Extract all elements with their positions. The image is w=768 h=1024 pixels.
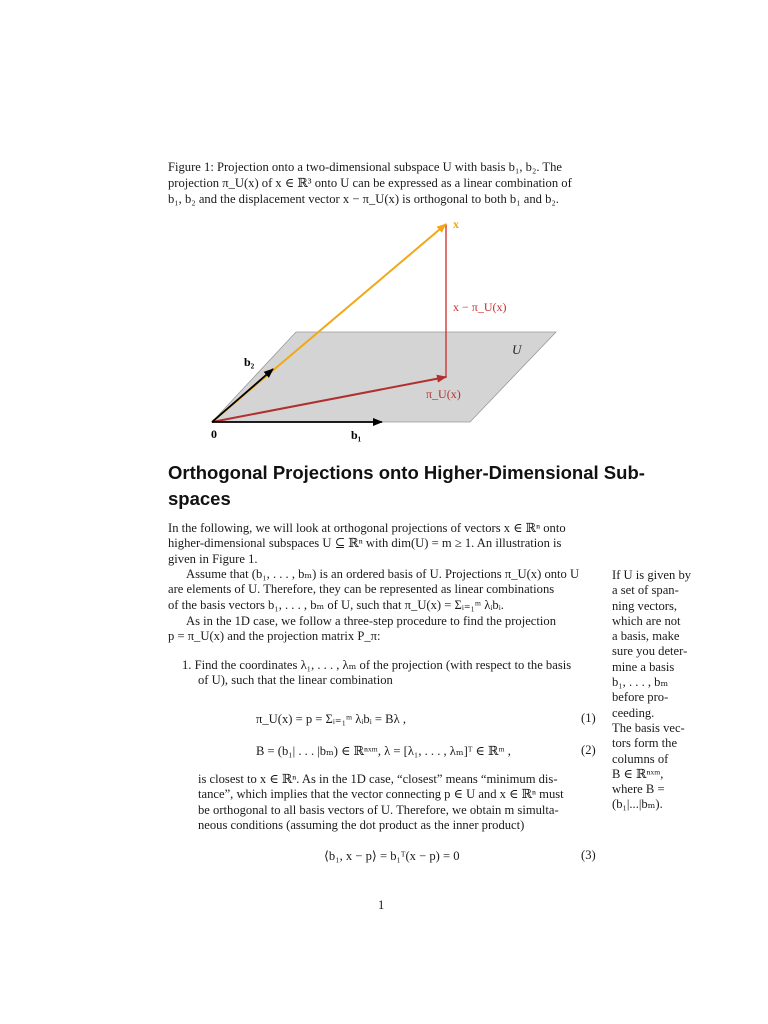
step-one — [182, 658, 602, 689]
margin-line: a set of span- — [612, 583, 679, 598]
section-title-line: spaces — [168, 488, 231, 509]
paragraph-closest — [198, 772, 602, 833]
margin-line: before pro- — [612, 690, 669, 705]
origin-label: 0 — [211, 427, 217, 441]
margin-line: ceeding. — [612, 705, 655, 720]
margin-line: sure you deter- — [612, 644, 688, 659]
text-line: Assume that (b₁, . . . , bₘ) is an ordered basis of U. Projections π_U(x) onto U — [186, 567, 580, 581]
section-title-line: Orthogonal Projections onto Higher-Dimensional Sub- — [168, 462, 645, 483]
text-line: As in the 1D case, we follow a three-step procedure to find the projection — [186, 614, 556, 628]
section-title — [168, 460, 645, 512]
b2-label: b₂ — [244, 355, 255, 369]
text-line: are elements of U. Therefore, they can be represented as linear combinations — [168, 582, 555, 597]
paragraph-intro — [168, 521, 608, 567]
text-line: of the basis vectors b₁, . . . , bₘ of U, such that π_U(x) = Σᵢ₌₁ᵐ λᵢbᵢ. — [168, 597, 504, 612]
margin-note — [612, 568, 696, 813]
margin-line: ning vectors, — [612, 598, 678, 613]
x-label: x — [453, 217, 459, 231]
equation-3: ⟨b₁, x − p⟩ = b₁ᵀ(x − p) = 0 — [324, 849, 460, 863]
equation-number: (2) — [581, 743, 596, 757]
margin-line: b₁, . . . , bₘ — [612, 675, 669, 690]
subspace-label: U — [512, 342, 522, 357]
margin-line: The basis vec- — [612, 720, 685, 735]
text-line: In the following, we will look at orthogonal projections of vectors x ∈ ℝⁿ onto — [168, 521, 566, 535]
equation-number: (1) — [581, 711, 596, 725]
equation-1: π_U(x) = p = Σᵢ₌₁ᵐ λᵢbᵢ = Bλ , — [256, 712, 406, 726]
text-line: neous conditions (assuming the dot product as the inner product) — [198, 817, 525, 832]
text-line: p = π_U(x) and the projection matrix P_π: — [168, 629, 381, 644]
figure-caption — [168, 159, 608, 207]
margin-line: where B = — [612, 782, 665, 797]
projection-figure — [200, 212, 560, 452]
paragraph-procedure — [168, 614, 608, 645]
margin-line: (b₁|...|bₘ). — [612, 797, 663, 812]
paragraph-basis — [168, 567, 608, 613]
displacement-label: x − π_U(x) — [453, 300, 507, 314]
text-line: 1. Find the coordinates λ₁, . . . , λₘ of the projection (with respect to the basis — [182, 658, 572, 672]
text-line: be orthogonal to all basis vectors of U. Therefore, we obtain m simulta- — [198, 802, 559, 817]
margin-line: B ∈ ℝⁿˣᵐ, — [612, 766, 664, 781]
text-line: higher-dimensional subspaces U ⊆ ℝⁿ with dim(U) = m ≥ 1. An illustration is — [168, 536, 562, 551]
caption-line: Figure 1: Projection onto a two-dimensional subspace U with basis b₁, b₂. The — [168, 160, 563, 174]
projection-label: π_U(x) — [426, 387, 461, 401]
b1-label: b₁ — [351, 428, 362, 442]
text-line: tance”, which implies that the vector connecting p ∈ U and x ∈ ℝⁿ must — [198, 787, 564, 802]
margin-line: tors form the — [612, 736, 678, 751]
text-line: of U), such that the linear combination — [198, 673, 393, 688]
margin-line: a basis, make — [612, 629, 680, 644]
text-line: given in Figure 1. — [168, 551, 258, 566]
margin-line: which are not — [612, 613, 681, 628]
text-line: is closest to x ∈ ℝⁿ. As in the 1D case, “closest” means “minimum dis- — [198, 772, 558, 786]
margin-line: mine a basis — [612, 659, 675, 674]
caption-line: projection π_U(x) of x ∈ ℝ³ onto U can be expressed as a linear combination of — [168, 176, 572, 190]
equation-2: B = (b₁| . . . |bₘ) ∈ ℝⁿˣᵐ, λ = [λ₁, . . . , λₘ]ᵀ ∈ ℝᵐ , — [256, 744, 511, 758]
margin-line: columns of — [612, 751, 669, 766]
page-number: 1 — [378, 898, 385, 912]
caption-line: b₁, b₂ and the displacement vector x − π_U(x) is orthogonal to both b₁ and b₂. — [168, 192, 559, 206]
equation-number: (3) — [581, 848, 596, 862]
margin-line: If U is given by — [612, 568, 692, 582]
